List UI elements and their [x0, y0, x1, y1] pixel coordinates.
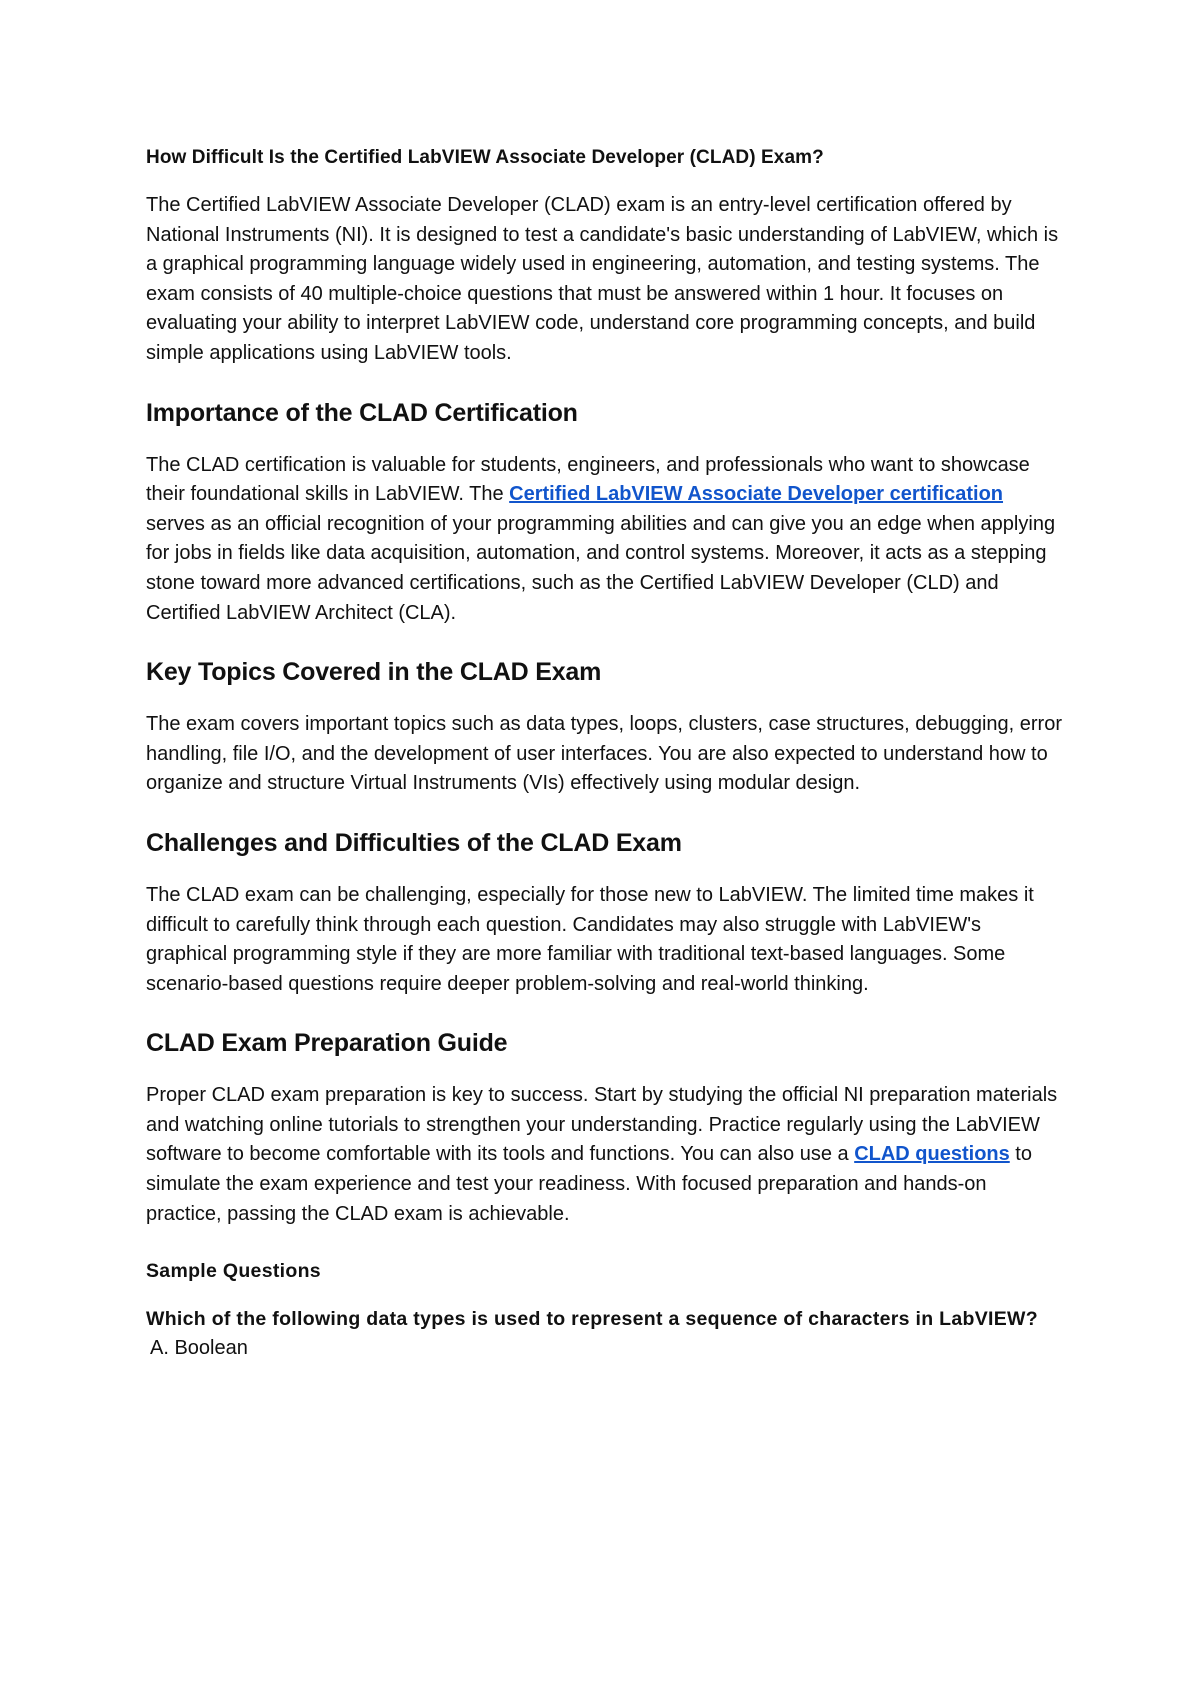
clad-questions-link[interactable]: CLAD questions: [854, 1143, 1010, 1166]
topics-paragraph: The exam covers important topics such as data types, loops, clusters, case structures, debugging, error handling, file I/O, and the development of user interfaces. You are also expected to understand how to organize and structure Virtual Instruments (VIs) effectively using modular design.: [146, 713, 1062, 795]
importance-text-before: The CLAD certification is valuable for students, engineers, and professionals who want to showcase their foundational skills in LabVIEW. The: [146, 453, 1030, 506]
document-title: How Difficult Is the Certified LabVIEW Associate Developer (CLAD) Exam?: [146, 147, 824, 168]
prep-heading: CLAD Exam Preparation Guide: [146, 1029, 508, 1058]
sample-questions-heading: Sample Questions: [146, 1260, 321, 1283]
prep-text-before: Proper CLAD exam preparation is key to success. Start by studying the official NI preparation materials and watching online tutorials to strengthen your understanding. Practice regularly using the LabVIEW software to become comfortable with its tools and functions. You can also use a: [146, 1084, 1058, 1166]
importance-text-after: serves as an official recognition of your programming abilities and can give you an edge when applying for jobs in fields like data acquisition, automation, and control systems. Moreover, it acts as a stepping stone toward more advanced certifications, such as the Certified LabVIEW Developer (CLD) and Certified LabVIEW Architect (CLA).: [146, 512, 1056, 624]
answer-option-a: A. Boolean: [150, 1337, 248, 1360]
certification-link[interactable]: Certified LabVIEW Associate Developer certification: [509, 483, 1004, 506]
challenges-heading: Challenges and Difficulties of the CLAD Exam: [146, 828, 682, 857]
importance-heading: Importance of the CLAD Certification: [146, 398, 578, 427]
importance-paragraph: [146, 451, 1066, 629]
intro-paragraph: The Certified LabVIEW Associate Developer (CLAD) exam is an entry-level certification offered by National Instruments (NI). It is designed to test a candidate's basic understanding of LabVIEW, which is a graphical programming language widely used in engineering, automation, and testing systems. The exam consists of 40 multiple-choice questions that must be answered within 1 hour. It focuses on evaluating your ability to interpret LabVIEW code, understand core programming concepts, and build simple applications using LabVIEW tools.: [146, 194, 1059, 364]
sample-question-1: Which of the following data types is used to represent a sequence of characters in LabVIEW?: [146, 1308, 1038, 1331]
document-page: [146, 146, 1066, 1363]
prep-paragraph: [146, 1081, 1066, 1229]
topics-heading: Key Topics Covered in the CLAD Exam: [146, 658, 602, 687]
prep-text-after: to simulate the exam experience and test your readiness. With focused preparation and hands-on practice, passing the CLAD exam is achievable.: [146, 1143, 1032, 1225]
challenges-paragraph: The CLAD exam can be challenging, especially for those new to LabVIEW. The limited time makes it difficult to carefully think through each question. Candidates may also struggle with LabVIEW's graphical programming style if they are more familiar with traditional text-based languages. Some scenario-based questions require deeper problem-solving and real-world thinking.: [146, 883, 1034, 995]
